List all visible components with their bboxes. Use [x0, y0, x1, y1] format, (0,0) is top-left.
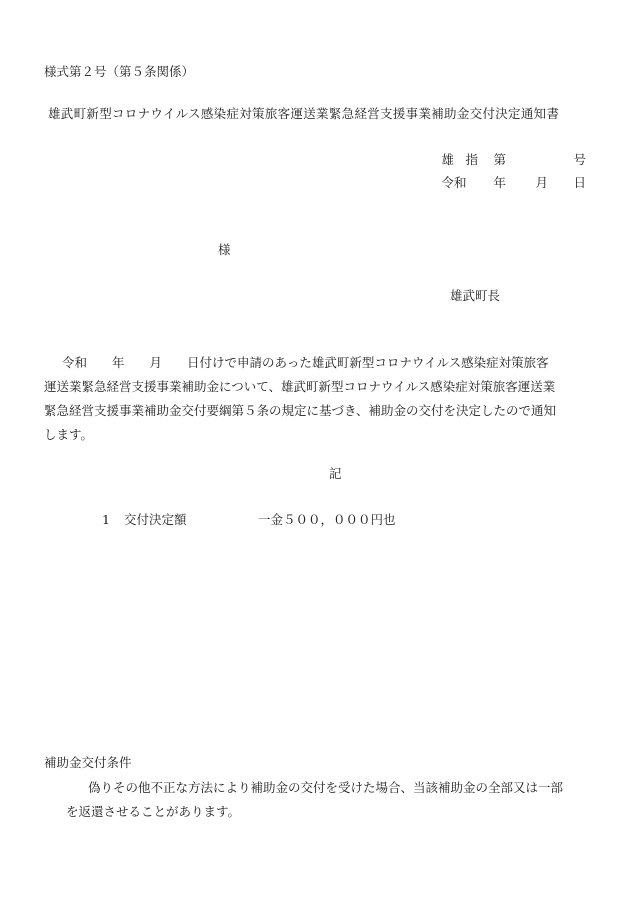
notice-body-line: 運送業緊急経営支援事業補助金について、雄武町新型コロナウイルス感染症対策旅客運送業: [44, 379, 556, 394]
notice-body-line: 緊急経営支援事業補助金交付要綱第５条の規定に基づき、補助金の交付を決定したので通知: [44, 403, 557, 418]
date-day: 日: [573, 175, 586, 190]
item-number: 1: [102, 512, 110, 527]
grant-amount-value: 一金５００，０００円也: [258, 512, 396, 527]
recipient-honorific: 様: [218, 242, 231, 257]
conditions-line: 偽りその他不正な方法により補助金の交付を受けた場合、当該補助金の全部又は一部: [88, 780, 564, 795]
document-title: 雄武町新型コロナウイルス感染症対策旅客運送業緊急経営支援事業補助金交付決定通知書: [48, 106, 560, 121]
conditions-line: を返還させることがあります。: [66, 804, 241, 819]
date-year: 年: [493, 175, 506, 190]
reference-prefix-1: 雄: [441, 152, 454, 167]
issue-date-line: [441, 177, 586, 190]
ki-heading: 記: [329, 466, 342, 481]
reference-go: 号: [573, 152, 586, 167]
reference-number-line: [441, 154, 586, 167]
notice-body-line: します。: [44, 427, 94, 442]
notice-body: [44, 351, 589, 447]
form-number: 様式第２号（第５条関係）: [44, 64, 195, 79]
grant-amount-label: 交付決定額: [124, 512, 187, 527]
conditions-heading: 補助金交付条件: [44, 755, 132, 770]
date-month: 月: [535, 175, 548, 190]
conditions-text: [44, 776, 589, 824]
issuer-name: 雄武町長: [450, 288, 501, 303]
notice-body-line: 令和 年 月 日付けで申請のあった雄武町新型コロナウイルス感染症対策旅客: [62, 355, 549, 370]
date-era: 令和: [441, 175, 467, 190]
reference-dai: 第: [493, 152, 506, 167]
reference-prefix-2: 指: [465, 152, 478, 167]
